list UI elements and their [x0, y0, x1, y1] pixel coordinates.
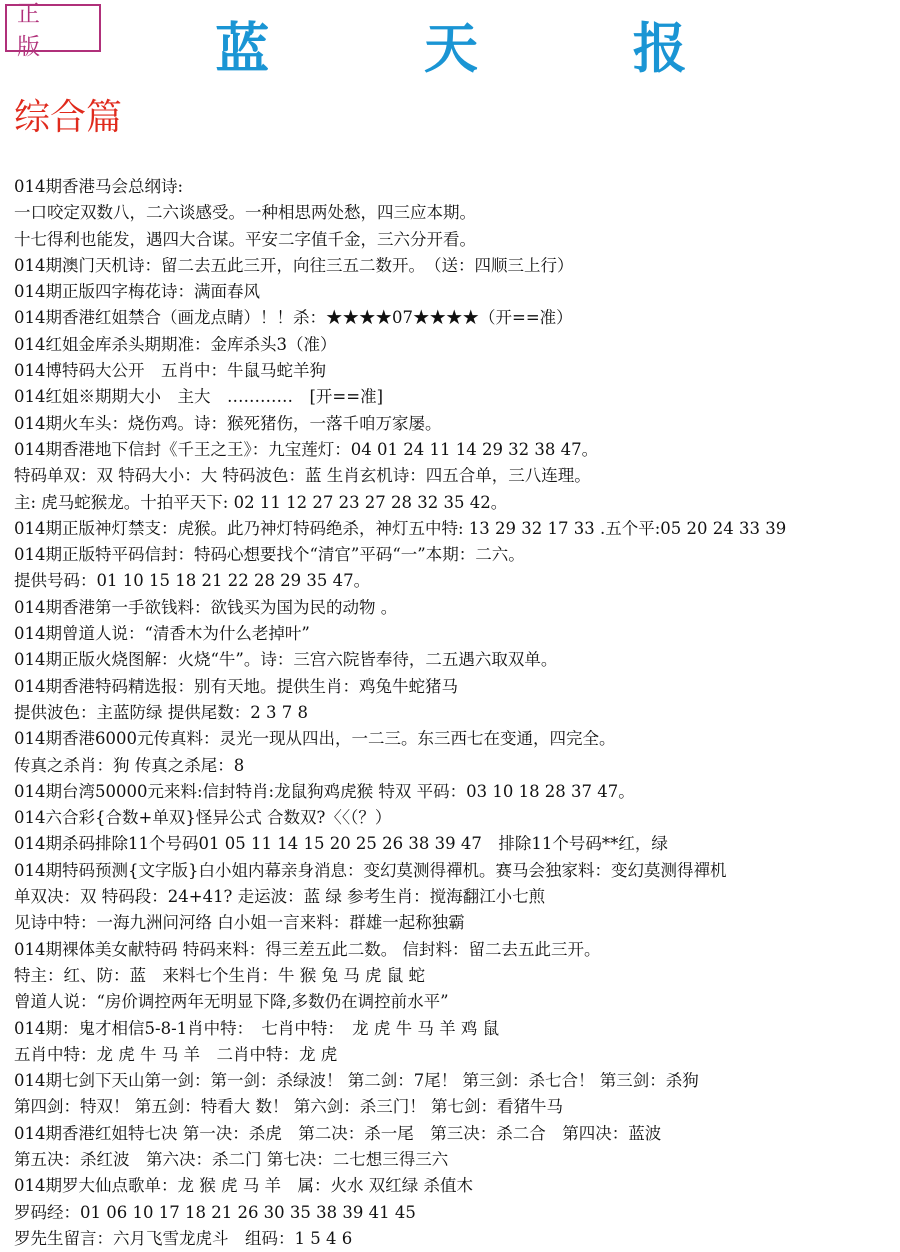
text-line: 第五决：杀红波 第六决：杀二门 第七决：二七想三得三六 [14, 1149, 449, 1169]
text-line: 提供波色：主蓝防绿 提供尾数：2 3 7 8 [14, 702, 308, 722]
text-line: 传真之杀肖：狗 传真之杀尾：8 [14, 755, 245, 775]
text-line: 014博特码大公开 五肖中：牛鼠马蛇羊狗 [14, 361, 326, 381]
text-line: 罗先生留言：六月飞雪龙虎斗 组码：1 5 4 6 [14, 1228, 353, 1248]
text-line: 主: 虎马蛇猴龙。十拍平天下: 02 11 12 27 23 27 28 32 35 42。 [14, 492, 508, 512]
text-line: 014期香港红姐特七决 第一决：杀虎 第二决：杀一尾 第三决：杀二合 第四决：蓝波 [14, 1123, 662, 1143]
text-line: 014期曾道人说：“清香木为什么老掉叶” [14, 624, 310, 644]
text-line: 014期澳门天机诗：留二去五此三开，向往三五二数开。 （送：四顺三上行） [14, 255, 574, 275]
text-line: 曾道人说：“房价调控两年无明显下降,多数仍在调控前水平” [14, 992, 449, 1012]
text-line: 第四剑：特双！ 第五剑：特看大 数！ 第六剑：杀三门！ 第七剑：看猪牛马 [14, 1097, 563, 1117]
text-line: 罗码经：01 06 10 17 18 21 26 30 35 38 39 41 45 [14, 1202, 416, 1222]
text-line: 014期裸体美女献特码 特码来料：得三差五此二数。 信封料：留二去五此三开。 [14, 939, 601, 959]
text-line: 014期香港马会总纲诗: [14, 177, 184, 196]
text-line: 014六合彩{合数+单双}怪异公式 合数双?〈〈（？） [14, 808, 392, 828]
text-line: 014期香港地下信封《千王之王》：九宝莲灯：04 01 24 11 14 29 32 38 47。 [14, 439, 599, 459]
text-line: 014期杀码排除11个号码01 05 11 14 15 20 25 26 38 39 47 排除11个号码**红，绿 [14, 834, 668, 854]
text-line: 014期罗大仙点歌单：龙 猴 虎 马 羊 属：火水 双红绿 杀值木 [14, 1176, 473, 1196]
text-line: 014期台湾50000元来料:信封特肖:龙鼠狗鸡虎猴 特双 平码：03 10 18 28 37 47。 [14, 781, 635, 801]
text-line: 提供号码：01 10 15 18 21 22 28 29 35 47。 [14, 571, 371, 591]
text-line: 014期香港6000元传真料：灵光一现从四出，一二三。东三西七在变通，四完全。 [14, 729, 616, 749]
text-line: 014期火车头：烧伤鸡。诗：猴死猪伤，一落千咱万家屡。 [14, 413, 442, 433]
text-line: 014期正版神灯禁支：虎猴。此乃神灯特码绝杀，神灯五中特: 13 29 32 17 33 .五个平:05 20 24 33 39 [14, 518, 787, 538]
text-line: 见诗中特：一海九洲问河络 白小姐一言来料：群雄一起称独霸 [14, 913, 465, 933]
text-line: 014期正版特平码信封：特码心想要找个“清官”平码“一”本期：二六。 [14, 545, 525, 565]
text-line: 014期香港特码精选报：别有天地。提供生肖：鸡兔牛蛇猪马 [14, 676, 458, 696]
text-line: 十七得利也能发，遇四大合谋。平安二字值千金，三六分开看。 [14, 229, 476, 249]
text-line: 014期正版火烧图解：火烧“牛”。诗：三宫六院皆奉待，二五遇六取双单。 [14, 650, 558, 670]
text-body [14, 174, 898, 1252]
text-line: 014期七剑下天山第一剑：第一剑：杀绿波！ 第二剑：7尾！ 第三剑：杀七合！ 第三剑：杀狗 [14, 1071, 699, 1091]
text-line: 014红姐※期期大小 主大 ………… [开==准] [14, 387, 384, 407]
text-line: 单双决：双 特码段：24+41? 走运波：蓝 绿 参考生肖：搅海翻江小七煎 [14, 887, 546, 907]
text-line: 一口咬定双数八，二六谈感受。一种相思两处愁，四三应本期。 [14, 203, 476, 223]
text-line: 014红姐金库杀头期期准：金库杀头3（准） [14, 334, 337, 354]
authentic-badge: 正 版 [5, 4, 101, 52]
text-line: 014期：鬼才相信5-8-1肖中特： 七肖中特： 龙 虎 牛 马 羊 鸡 鼠 [14, 1018, 500, 1038]
text-line: 五肖中特：龙 虎 牛 马 羊 二肖中特：龙 虎 [14, 1044, 338, 1064]
text-line: 特码单双：双 特码大小：大 特码波色：蓝 生肖玄机诗：四五合单，三八连理。 [14, 466, 591, 486]
text-line: 014期特码预测{文字版}白小姐内幕亲身消息：变幻莫测得禪机。赛马会独家料：变幻莫测得禪机 [14, 860, 727, 880]
text-line: 014期香港红姐禁合（画龙点睛）！！杀：★★★★07★★★★（开==准） [14, 308, 573, 328]
text-line: 014期香港第一手欲钱料：欲钱买为国为民的动物 。 [14, 597, 398, 617]
section-heading: 综合篇 [14, 97, 123, 138]
page-title: 蓝 天 报 [215, 16, 755, 80]
text-line: 特主：红、防：蓝 来料七个生肖：牛 猴 兔 马 虎 鼠 蛇 [14, 965, 425, 985]
text-line: 014期正版四字梅花诗：满面春风 [14, 282, 260, 302]
